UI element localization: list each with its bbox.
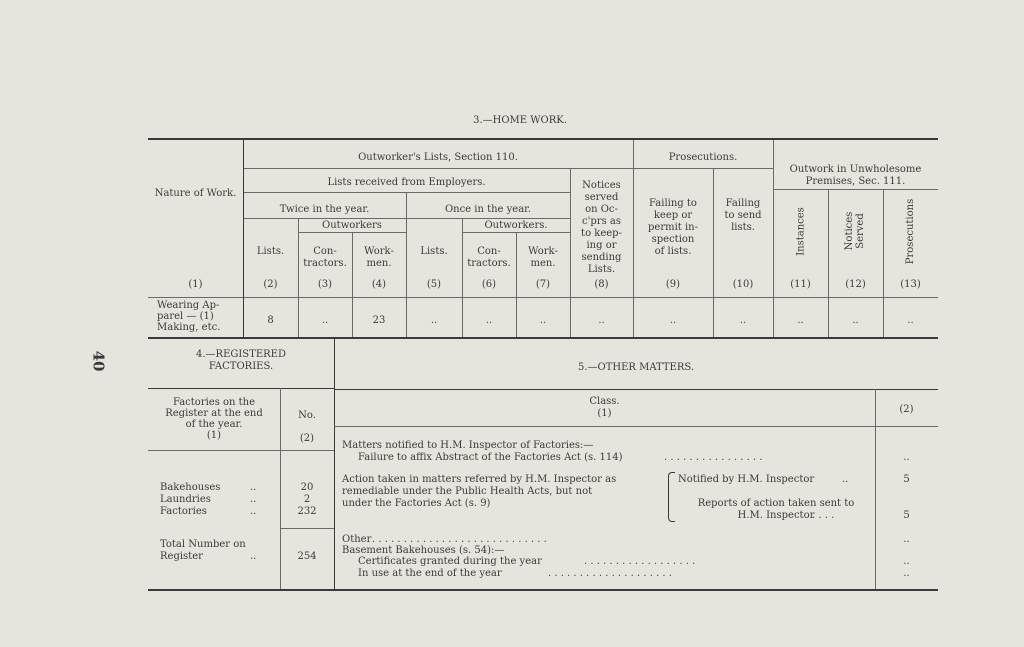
notices-served-col-header: Notices Served [844,211,866,251]
table-bottom-rule [148,337,938,339]
total-register-label: Total Number on Register [160,539,246,562]
bakehouses-label: Bakehouses [160,482,221,493]
column-number: (9) [665,279,681,290]
certificates-value: .. [903,556,910,567]
column-number: (1) [188,279,203,290]
column-number: (11) [790,279,811,290]
lists-once-header: Lists. [420,246,448,257]
col2-number: (2) [899,404,914,415]
home-work-title: 3.—HOME WORK. [473,115,567,126]
column-number: (5) [426,279,442,290]
action-taken: Action taken in matters referred by H.M. Inspector as remediable under the Public Health Acts, but not under the Factories Act (s. 9) [342,474,617,509]
twice-header: Twice in the year. [279,204,370,215]
notices-served-header: Notices served on Oc- c'prs as to keep- ing or sending Lists. [581,180,622,275]
contractors-once-header: Con- tractors. [467,246,511,269]
brace [668,472,675,522]
matters-notified: Matters notified to H.M. Inspector of Factories:— [342,440,594,451]
laundries-label: Laundries [160,494,211,505]
column-number: (3) [317,279,333,290]
bakehouses-value: 20 [300,482,314,493]
failing-keep-header: Failing to keep or permit in- spection of lists. [648,198,698,257]
certificates-granted: Certificates granted during the year [358,556,542,567]
table-top-rule [148,138,938,140]
other-value: .. [903,534,910,545]
cell-value: 23 [372,315,386,326]
column-number: (2) [263,279,278,290]
cell-value: .. [321,315,329,326]
no-col-number: (2) [299,433,315,444]
cell-value: .. [907,315,914,326]
failure-affix: Failure to affix Abstract of the Factories Act (s. 114) [358,452,623,463]
basement-bakehouses: Basement Bakehouses (s. 54):— [342,545,505,556]
outworkers-once-header: Outworkers. [484,220,548,231]
column-number: (7) [535,279,551,290]
column-number: (8) [594,279,609,290]
other-matters-title: 5.—OTHER MATTERS. [577,362,695,373]
nature-of-work-header: Nature of Work. [154,188,237,199]
other-label: Other [342,534,372,545]
column-number: (6) [481,279,497,290]
cell-value: .. [852,315,859,326]
factories-label: Factories [160,506,207,517]
in-use-value: .. [903,568,910,579]
cell-value: .. [539,315,547,326]
reports-action: Reports of action taken sent to H.M. Inspector [697,498,855,521]
column-number: (10) [732,279,754,290]
column-number: (4) [371,279,387,290]
cell-value: .. [739,315,747,326]
cell-value: .. [430,315,438,326]
class-header: Class. [589,396,620,407]
cell-value: .. [669,315,677,326]
lists-received-header: Lists received from Employers. [327,177,486,188]
page-number: 40 [89,350,108,372]
registered-factories-title: 4.—REGISTERED FACTORIES. [196,349,286,372]
class-col-number: (1) [597,408,612,419]
factories-value: 232 [297,506,317,517]
bottom-rule [148,589,938,591]
notified-by-inspector: Notified by H.M. Inspector [678,474,815,485]
section-divider [334,339,335,591]
cell-value: .. [797,315,804,326]
column-number: (12) [845,279,866,290]
no-header: No. [298,410,316,421]
instances-header: Instances [795,207,807,256]
notified-by-value: 5 [903,474,910,485]
total-register-value: 254 [297,551,317,562]
workmen-twice-header: Work- men. [364,246,394,269]
column-number: (13) [900,279,921,290]
contractors-twice-header: Con- tractors. [303,246,347,269]
cell-value: 8 [267,315,274,326]
wearing-apparel-label: Wearing Ap- parel — (1) Making, etc. [157,300,221,333]
cell-value: .. [485,315,493,326]
reports-action-value: 5 [903,510,910,521]
factories-register-header: Factories on the Register at the end of the year. (1) [165,397,263,441]
lists-twice-header: Lists. [256,246,285,257]
in-use-end-year: In use at the end of the year [358,568,502,579]
outwork-unwholesome-header: Outwork in Unwholesome Premises, Sec. 111. [789,164,922,187]
cell-value: .. [598,315,605,326]
failure-affix-value: .. [903,452,910,463]
once-header: Once in the year. [444,204,532,215]
workmen-once-header: Work- men. [528,246,558,269]
laundries-value: 2 [303,494,311,505]
header-bottom-rule [148,297,938,298]
prosecutions-col-header: Prosecutions [905,198,916,265]
prosecutions-header: Prosecutions. [668,152,738,163]
failing-send-header: Failing to send lists. [724,198,762,233]
outworkers-lists-header: Outworker's Lists, Section 110. [358,152,518,163]
outworkers-twice-header: Outworkers [322,220,382,231]
